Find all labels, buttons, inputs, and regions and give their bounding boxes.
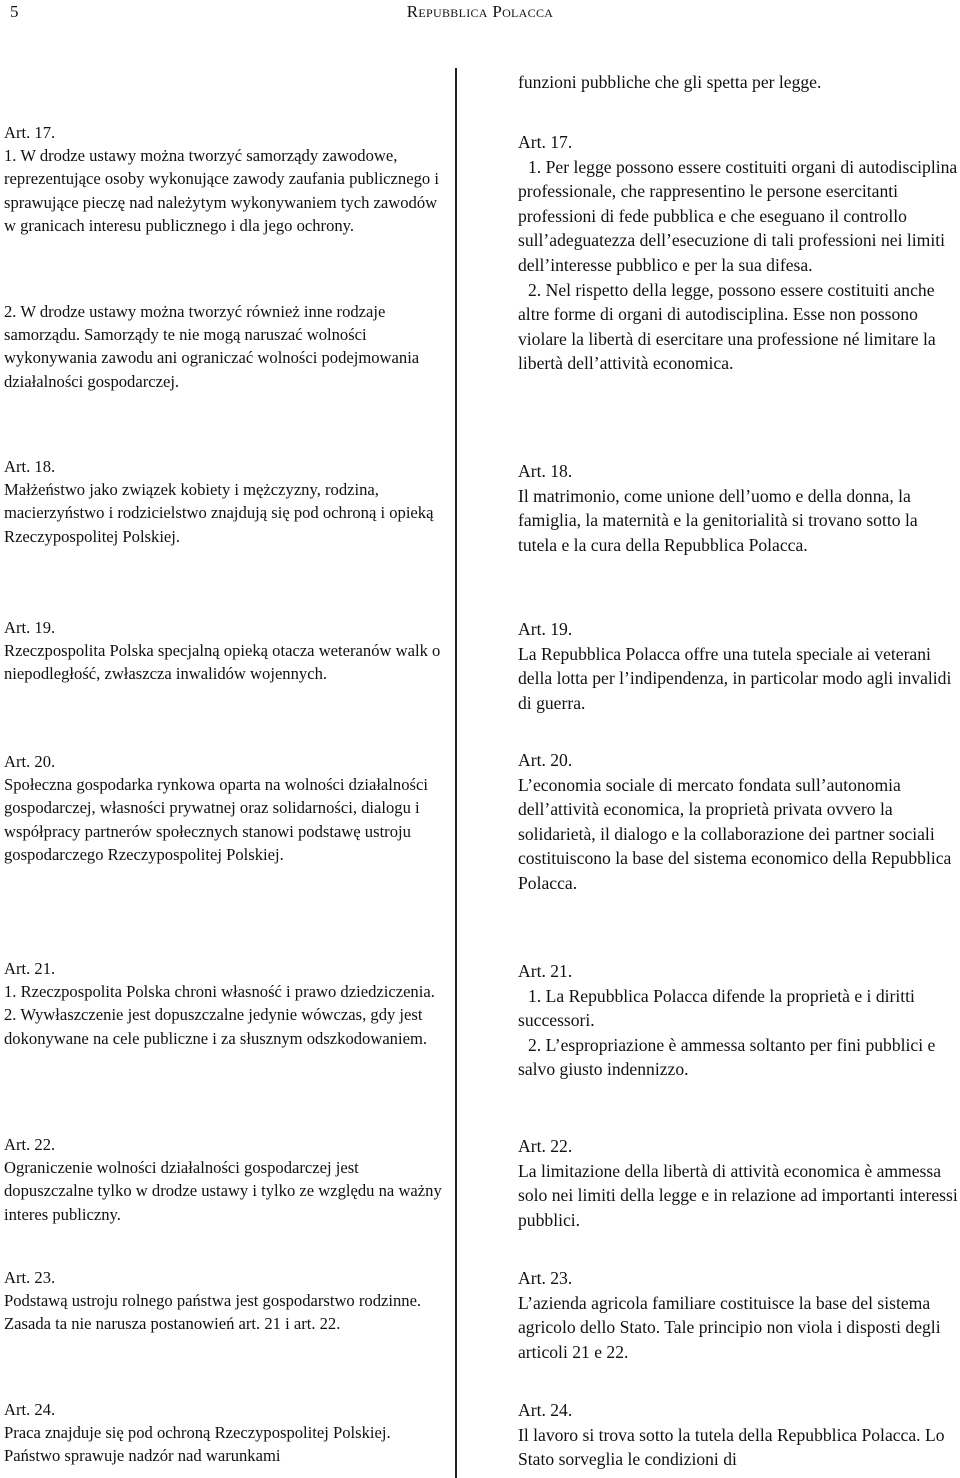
pl-art-17-para-2-number: 2. (4, 302, 17, 321)
pl-art-19-title: Art. 19. (4, 618, 56, 637)
it-art-19 (518, 617, 960, 715)
it-art-24-title: Art. 24. (518, 1400, 573, 1420)
pl-art-21-para-1-text: Rzeczpospolita Polska chroni własność i prawo dziedziczenia. (20, 982, 435, 1002)
it-art-20 (518, 748, 960, 896)
column-divider (455, 68, 457, 1478)
it-art-22-title: Art. 22. (518, 1136, 573, 1156)
pl-art-22 (4, 1133, 449, 1226)
page-number: 5 (10, 2, 19, 21)
pl-art-21 (4, 957, 449, 1050)
pl-art-21-para-1 (4, 980, 449, 1003)
pl-art-24-title: Art. 24. (4, 1400, 56, 1419)
it-art-21-para-1-text: La Repubblica Polacca difende la proprietà e i diritti successori. (518, 985, 915, 1031)
pl-art-21-para-2-number: 2. (4, 1005, 17, 1025)
pl-art-17-para-1-number: 1. (4, 146, 17, 166)
it-art-21-para-2-number: 2. (528, 1034, 542, 1055)
pl-art-22-text: Ograniczenie wolności działalności gospodarczej jest dopuszczalne tylko w drodze ustawy i tylko ze względu na ważny interes publiczny. (4, 1158, 442, 1224)
it-art-17-para-2-text: Nel rispetto della legge, possono essere costituiti anche altre forme di organi di autodisciplina. Esse non possono violare la libertà di esercitare una professione né limitare la libertà dell’attività economica. (518, 279, 936, 374)
it-art-17-title: Art. 17. (518, 132, 573, 152)
pl-art-23-text: Podstawą ustroju rolnego państwa jest gospodarstwo rodzinne. Zasada ta nie narusza postanowień art. 21 i art. 22. (4, 1291, 422, 1334)
page-header (0, 0, 960, 28)
pl-art-18 (4, 455, 449, 548)
it-art-18 (518, 459, 960, 557)
pl-art-17-title: Art. 17. (4, 123, 56, 142)
pl-art-17 (4, 121, 449, 237)
it-art-21 (518, 959, 960, 1082)
it-art-21-para-1 (518, 984, 960, 1033)
pl-art-20-title: Art. 20. (4, 752, 56, 771)
pl-art-17-para-2 (4, 300, 449, 393)
pl-art-21-para-1-number: 1. (4, 982, 17, 1002)
it-continuation (518, 70, 960, 95)
pl-art-17-para-2-text: W drodze ustawy można tworzyć również inne rodzaje samorządu. Samorządy te nie mogą naruszać wolności wykonywania zawodu ani ograniczać wolności podejmowania działalności gospodarczej. (4, 302, 420, 391)
it-art-22-text: La limitazione della libertà di attività economica è ammessa solo nei limiti della legge e in relazione ad importanti interessi pubblici. (518, 1160, 958, 1230)
it-art-24 (518, 1398, 960, 1472)
it-art-17-para-1 (518, 155, 960, 278)
it-art-21-para-2 (518, 1033, 960, 1082)
it-art-21-para-2-text: L’espropriazione è ammessa soltanto per fini pubblici e salvo giusto indennizzo. (518, 1034, 936, 1080)
it-art-20-text: L’economia sociale di mercato fondata sull’autonomia dell’attività economica, la proprietà privata ovvero la solidarietà, il dialogo e la collaborazione dei partner sociali costituiscono la base del sistema economico della Repubblica Polacca. (518, 774, 952, 893)
pl-art-23 (4, 1266, 449, 1336)
it-art-24-text: Il lavoro si trova sotto la tutela della Repubblica Polacca. Lo Stato sorveglia le condizioni di (518, 1424, 945, 1470)
it-art-23-text: L’azienda agricola familiare costituisce la base del sistema agricolo dello Stato. Tale principio non viola i disposti degli articoli 21 e 22. (518, 1292, 941, 1362)
it-art-19-title: Art. 19. (518, 619, 573, 639)
it-art-17-para-1-number: 1. (528, 156, 542, 177)
pl-art-18-title: Art. 18. (4, 457, 56, 476)
pl-art-21-para-2 (4, 1003, 449, 1049)
it-art-22 (518, 1134, 960, 1232)
it-continuation-text: funzioni pubbliche che gli spetta per legge. (518, 72, 822, 92)
it-art-18-title: Art. 18. (518, 461, 573, 481)
it-art-17-para-2 (518, 278, 960, 376)
it-art-21-para-1-number: 1. (528, 985, 542, 1006)
it-art-21-title: Art. 21. (518, 961, 573, 981)
it-art-19-text: La Repubblica Polacca offre una tutela speciale ai veterani della lotta per l’indipendenza, in particolar modo agli invalidi di guerra. (518, 643, 952, 713)
pl-art-24 (4, 1398, 449, 1468)
pl-art-17-para-1-text: W drodze ustawy można tworzyć samorządy zawodowe, reprezentujące osoby wykonujące zawody zaufania publicznego i sprawujące pieczę nad należytym wykonywaniem tych zawodów w granicach interesu publicznego i dla jego ochrony. (4, 146, 439, 235)
pl-art-17-p2 (4, 300, 449, 393)
pl-art-24-text: Praca znajduje się pod ochroną Rzeczypospolitej Polskiej. Państwo sprawuje nadzór nad warunkami (4, 1423, 391, 1466)
pl-art-20 (4, 750, 449, 866)
pl-art-18-text: Małżeństwo jako związek kobiety i mężczyzny, rodzina, macierzyństwo i rodzicielstwo znajdują się pod ochroną i opieką Rzeczypospolitej Polskiej. (4, 480, 434, 546)
pl-art-19-text: Rzeczpospolita Polska specjalną opieką otacza weteranów walk o niepodległość, zwłaszcza inwalidów wojennych. (4, 641, 441, 684)
it-art-17 (518, 130, 960, 376)
it-art-17-para-1-text: Per legge possono essere costituiti organi di autodisciplina professionale, che rappresentino le persone esercitanti professioni di fede pubblica e che eseguano il controllo sull’adeguatezza dell’esecuzione di tali professioni nei limiti dell’interesse pubblico e per la sua difesa. (518, 156, 958, 275)
it-art-20-title: Art. 20. (518, 750, 573, 770)
it-art-17-para-2-number: 2. (528, 279, 542, 300)
running-title: Repubblica Polacca (406, 2, 554, 21)
pl-art-22-title: Art. 22. (4, 1135, 56, 1154)
it-art-18-text: Il matrimonio, come unione dell’uomo e della donna, la famiglia, la maternità e la genitorialità si trovano sotto la tutela e la cura della Repubblica Polacca. (518, 485, 918, 555)
pl-art-19 (4, 616, 449, 686)
pl-art-21-para-2-text: Wywłaszczenie jest dopuszczalne jedynie wówczas, gdy jest dokonywane na cele publiczne i za słusznym odszkodowaniem. (4, 1005, 428, 1048)
it-art-23 (518, 1266, 960, 1364)
pl-art-17-para-1 (4, 144, 449, 237)
it-art-23-title: Art. 23. (518, 1268, 573, 1288)
pl-art-21-title: Art. 21. (4, 959, 56, 978)
pl-art-23-title: Art. 23. (4, 1268, 56, 1287)
pl-art-20-text: Społeczna gospodarka rynkowa oparta na wolności działalności gospodarczej, własności prywatnej oraz solidarności, dialogu i współpracy partnerów społecznych stanowi podstawę ustroju gospodarczego Rzeczypospolitej Polskiej. (4, 775, 428, 864)
